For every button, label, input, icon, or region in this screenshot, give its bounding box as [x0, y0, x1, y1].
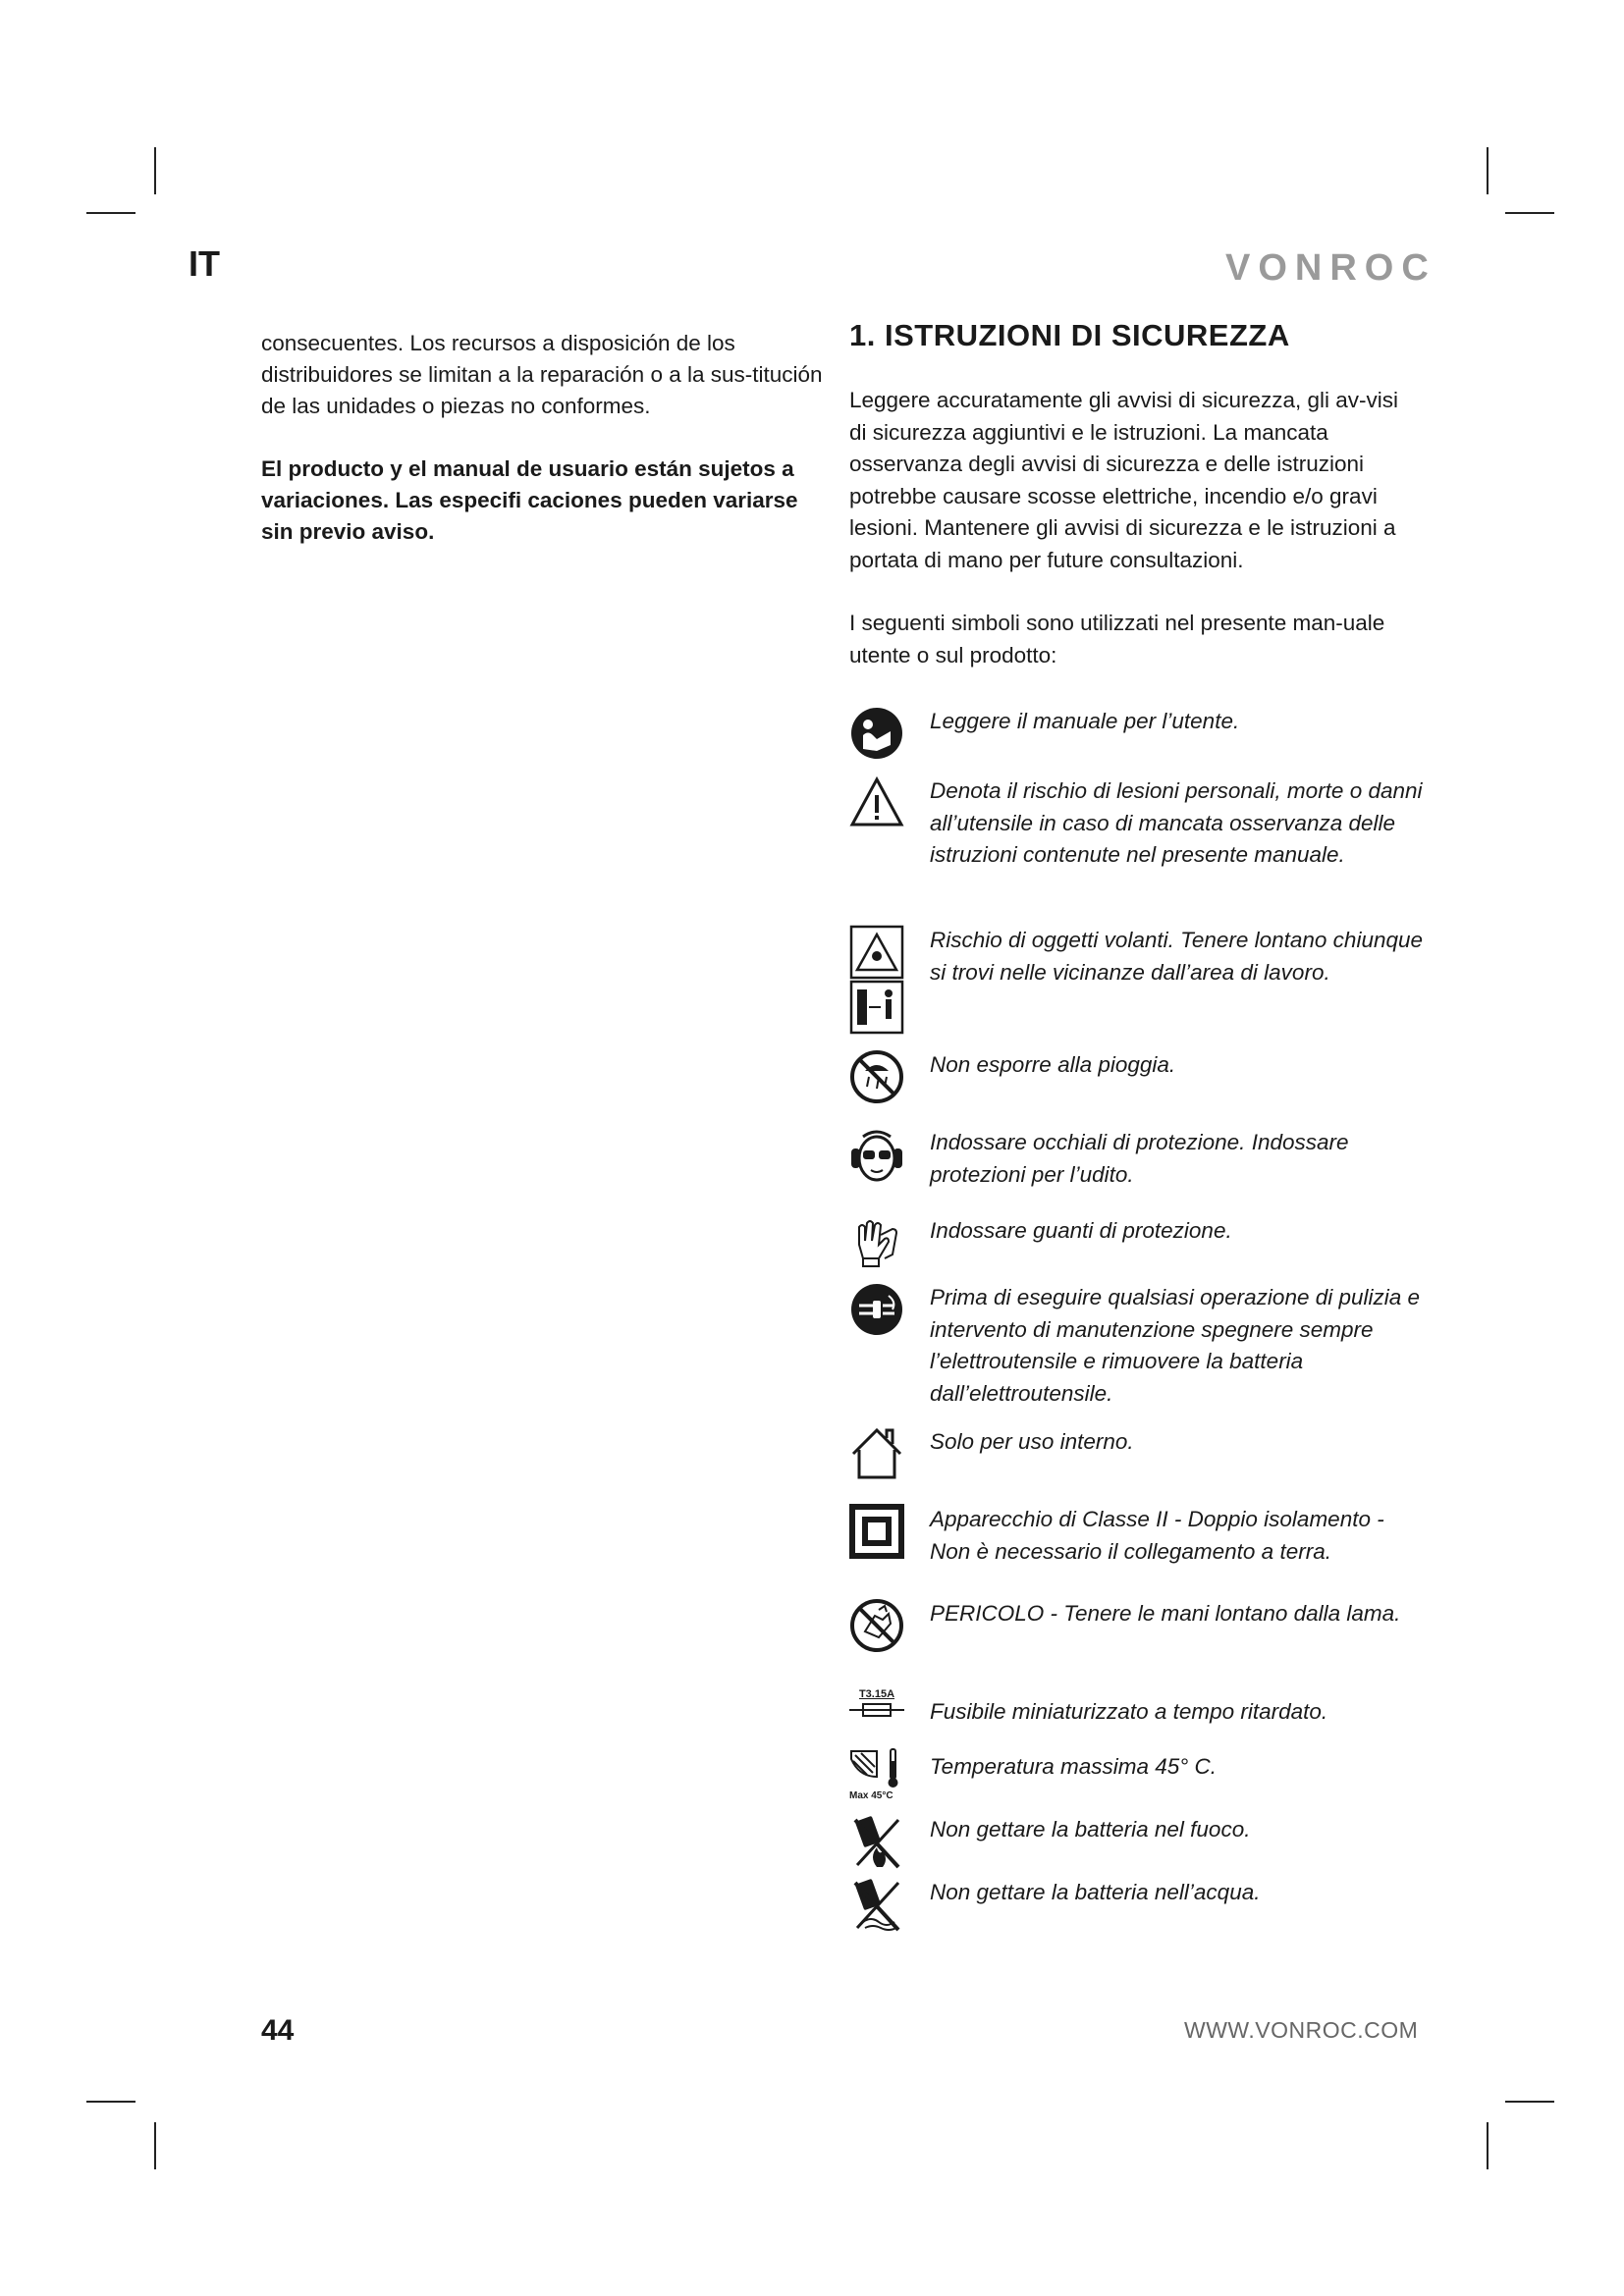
- indoor-use-icon: [849, 1426, 904, 1481]
- page-number: 44: [261, 2014, 295, 2047]
- crop-mark: [1505, 212, 1554, 214]
- crop-mark: [154, 147, 156, 194]
- crop-mark: [1505, 2101, 1554, 2103]
- symbol-description: Denota il rischio di lesioni personali, morte o danni all’utensile in caso di mancata osservanza delle istruzioni contenute nel presente manuale.: [930, 778, 1423, 867]
- symbol-description: Indossare guanti di protezione.: [930, 1218, 1232, 1243]
- crop-mark: [86, 2101, 135, 2103]
- symbol-description: Apparecchio di Classe II - Doppio isolamento - Non è necessario il collegamento a terra.: [930, 1507, 1384, 1564]
- symbol-description: PERICOLO - Tenere le mani lontano dalla lama.: [930, 1601, 1401, 1626]
- unplug-icon: [849, 1282, 904, 1337]
- symbol-description: Rischio di oggetti volanti. Tenere lontano chiunque si trovi nelle vicinanze dall’area di lavoro.: [930, 928, 1424, 985]
- max-temperature-label: Max 45°C: [849, 1790, 893, 1801]
- crop-mark: [1487, 2122, 1489, 2169]
- no-fire-icon: [849, 1814, 904, 1869]
- symbol-description: Leggere il manuale per l’utente.: [930, 709, 1240, 733]
- symbols-intro-paragraph: I seguenti simboli sono utilizzati nel presente man-uale utente o sul prodotto:: [849, 611, 1385, 667]
- brand-logo: VONROC: [1225, 247, 1436, 289]
- symbol-description: Temperatura massima 45° C.: [930, 1754, 1218, 1779]
- warning-triangle-icon: [849, 775, 904, 830]
- class-ii-icon: [849, 1504, 904, 1559]
- symbol-description: Solo per uso interno.: [930, 1429, 1134, 1454]
- fuse-label: T3.15A: [858, 1688, 895, 1700]
- flying-objects-icon: [849, 925, 904, 1035]
- section-heading: 1. ISTRUZIONI DI SICUREZZA: [849, 318, 1290, 352]
- hands-blade-icon: [849, 1598, 904, 1653]
- footer-website-link[interactable]: WWW.VONROC.COM: [1184, 2017, 1419, 2043]
- symbol-description: Non esporre alla pioggia.: [930, 1052, 1176, 1077]
- max-temperature-icon: [849, 1747, 908, 1802]
- symbol-description: Prima di eseguire qualsiasi operazione di pulizia e intervento di manutenzione spegnere sempre l’elettroutensile e rimuovere la batteria dall’elettroutensile.: [930, 1285, 1421, 1406]
- fuse-icon: [849, 1688, 908, 1720]
- no-rain-icon: [849, 1049, 904, 1104]
- right-column: [849, 318, 1414, 703]
- language-code: IT: [189, 243, 220, 284]
- read-manual-icon: [849, 706, 904, 761]
- disclaimer-paragraph: El producto y el manual de usuario están sujetos a variaciones. Las especifi caciones pueden variarse sin previo aviso.: [261, 456, 798, 544]
- warranty-paragraph: consecuentes. Los recursos a disposición de los distribuidores se limitan a la reparación o a la sus-titución de las unidades o piezas no conformes.: [261, 331, 823, 418]
- symbol-description: Indossare occhiali di protezione. Indossare protezioni per l’udito.: [930, 1130, 1349, 1187]
- crop-mark: [86, 212, 135, 214]
- safety-intro-paragraph: Leggere accuratamente gli avvisi di sicurezza, gli av-visi di sicurezza aggiuntivi e le istruzioni. La mancata osservanza degli avvisi di sicurezza e delle istruzioni potrebbe causare scosse elettriche, incendio e/o gravi lesioni. Mantenere gli avvisi di sicurezza e le istruzioni a portata di mano per future consultazioni.: [849, 388, 1398, 572]
- left-column: [261, 328, 826, 548]
- crop-mark: [154, 2122, 156, 2169]
- symbol-description: Fusibile miniaturizzato a tempo ritardato.: [930, 1699, 1328, 1724]
- crop-mark: [1487, 147, 1489, 194]
- eye-ear-protection-icon: [849, 1127, 904, 1186]
- gloves-icon: [849, 1215, 904, 1270]
- no-water-icon: [849, 1877, 904, 1932]
- symbol-description: Non gettare la batteria nel fuoco.: [930, 1817, 1251, 1842]
- symbol-description: Non gettare la batteria nell’acqua.: [930, 1880, 1261, 1904]
